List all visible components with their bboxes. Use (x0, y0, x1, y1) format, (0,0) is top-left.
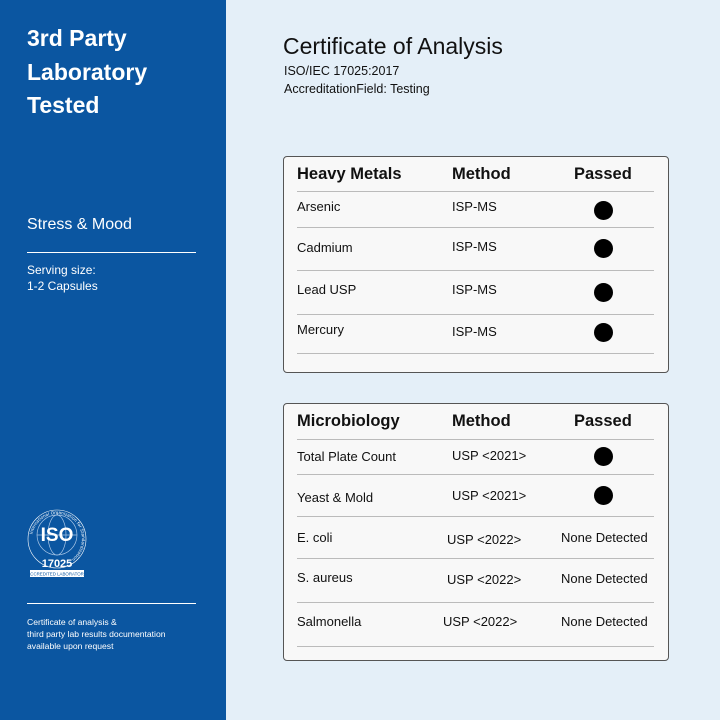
row-divider (297, 474, 654, 475)
footnote-line: available upon request (27, 641, 114, 651)
test-name: Total Plate Count (297, 449, 397, 464)
serving-value: 1-2 Capsules (27, 279, 98, 293)
row-divider (297, 516, 654, 517)
divider (27, 603, 196, 604)
footnote-line: third party lab results documentation (27, 629, 166, 639)
test-name: E. coli (297, 530, 333, 545)
pass-mark-icon (594, 486, 613, 505)
column-header-method: Method (452, 412, 511, 430)
column-header-method: Method (452, 165, 511, 183)
column-header-passed: Passed (574, 165, 632, 183)
pass-mark-icon (594, 239, 613, 258)
sidebar (0, 0, 226, 720)
test-result: None Detected (561, 530, 648, 545)
serving-label: Serving size: (27, 263, 96, 277)
test-result: None Detected (561, 614, 648, 629)
certificate-standard: ISO/IEC 17025:2017 (284, 64, 400, 78)
iso-badge-icon (26, 503, 88, 579)
test-method: ISP-MS (452, 199, 497, 214)
test-name: Salmonella (297, 614, 362, 629)
headline-line: Laboratory (27, 58, 148, 85)
test-name: Mercury (297, 322, 344, 337)
test-method: USP <2022> (443, 614, 518, 629)
test-name: S. aureus (297, 570, 353, 585)
iso-mark: ISO (40, 525, 74, 546)
test-method: USP <2022> (447, 572, 522, 587)
iso-caption: ACCREDITED LABORATORY (27, 571, 87, 577)
test-method: ISP-MS (452, 324, 497, 339)
test-name: Cadmium (297, 240, 353, 255)
serving-size (27, 262, 98, 294)
iso-number: 17025 (41, 558, 73, 570)
row-divider (297, 558, 654, 559)
test-name: Yeast & Mold (297, 490, 374, 505)
row-divider (297, 314, 654, 315)
test-method: USP <2021> (452, 448, 527, 463)
heavy-metals-table (283, 156, 669, 373)
column-header-test: Heavy Metals (297, 165, 402, 183)
test-name: Lead USP (297, 282, 357, 297)
test-result: None Detected (561, 571, 648, 586)
sidebar-headline (27, 22, 207, 123)
test-method: USP <2021> (452, 488, 527, 503)
column-header-test: Microbiology (297, 412, 400, 430)
main-content (226, 0, 720, 720)
product-name: Stress & Mood (27, 216, 132, 233)
row-divider (297, 602, 654, 603)
test-method: ISP-MS (452, 282, 497, 297)
divider (27, 252, 196, 253)
row-divider (297, 270, 654, 271)
test-method: USP <2022> (447, 532, 522, 547)
test-method: ISP-MS (452, 239, 497, 254)
column-header-passed: Passed (574, 412, 632, 430)
pass-mark-icon (594, 201, 613, 220)
headline-line: 3rd Party (27, 25, 127, 51)
iso-ring-text: International Organization for Standardization (28, 509, 87, 563)
accreditation-field: AccreditationField: Testing (284, 82, 430, 96)
pass-mark-icon (594, 283, 613, 302)
row-divider (297, 191, 654, 192)
test-name: Arsenic (297, 199, 341, 214)
row-divider (297, 439, 654, 440)
footnote-line: Certificate of analysis & (27, 617, 117, 627)
headline-line: Tested (27, 92, 100, 118)
pass-mark-icon (594, 323, 613, 342)
page-title: Certificate of Analysis (283, 33, 503, 59)
footnote (27, 616, 166, 652)
row-divider (297, 353, 654, 354)
row-divider (297, 227, 654, 228)
pass-mark-icon (594, 447, 613, 466)
row-divider (297, 646, 654, 647)
microbiology-table (283, 403, 669, 661)
